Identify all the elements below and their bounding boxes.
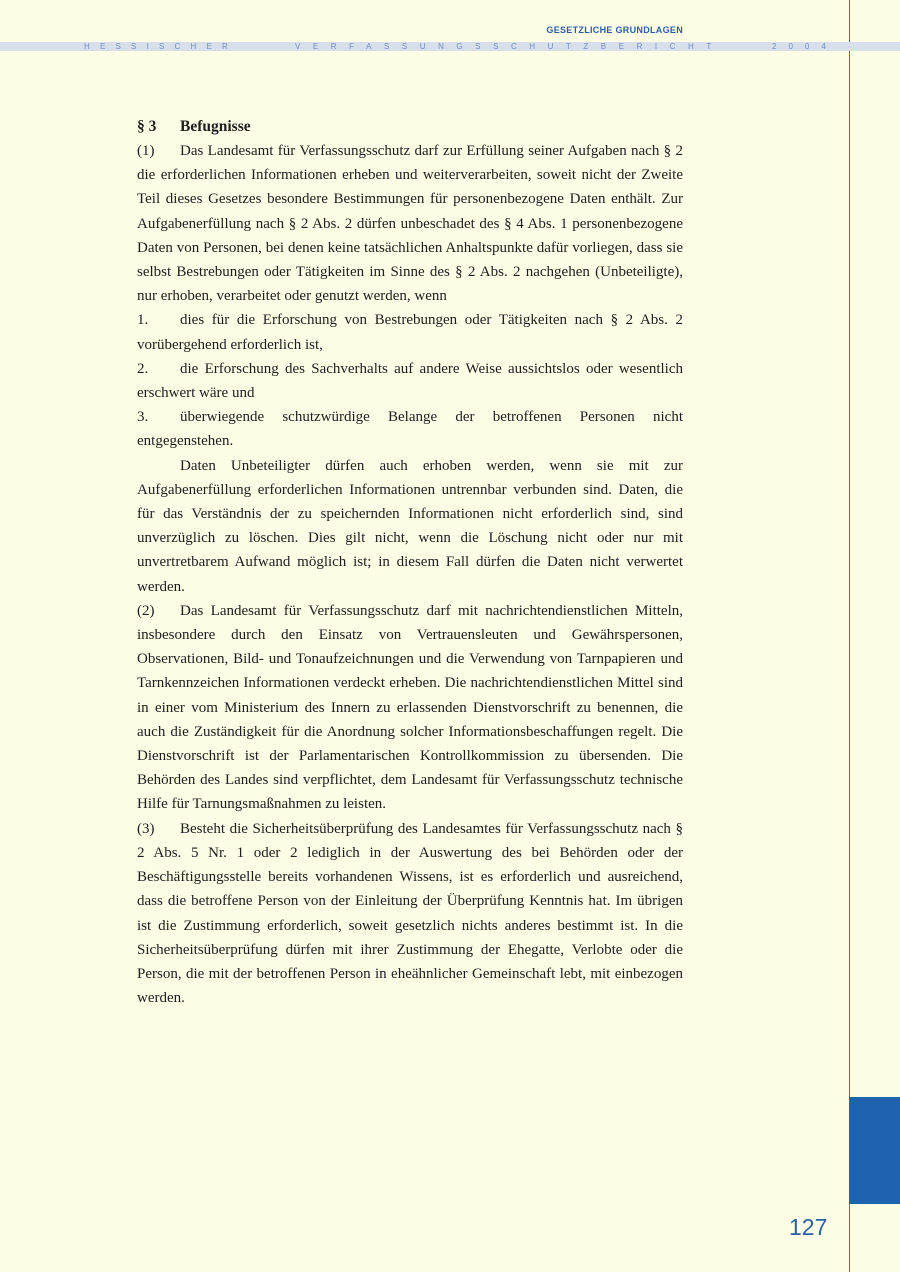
list-item-text: dies für die Erforschung von Bestrebungen oder Tätigkeiten nach § 2 Abs. 2 vorübergehend erforderlich ist, [137,312,683,353]
paragraph-3-text: Besteht die Sicherheitsüberprüfung des Landesamtes für Verfassungsschutz nach § 2 Abs. 5 Nr. 1 oder 2 lediglich in der Auswertung des bei Behörden oder der Beschäftigungsstelle bereits vorhandenen Wissens, ist es erforderlich und ausreichend, dass die betroffene Person von der Einleitung der Überprüfung Kenntnis hat. Im übrigen ist die Zustimmung erforderlich, soweit gesetzlich nichts anderes bestimmt ist. In die Sicherheitsüberprüfung dürfen mit ihrer Zustimmung der Ehegatte, Verlobte oder die Person, die mit der betroffenen Person in eheähnlicher Gemeinschaft lebt, mit einbezogen werden. [137,820,683,1007]
running-header-title: VERFASSUNGSSCHUTZBERICHT [295,42,724,51]
list-item-number: 1. [137,312,149,329]
list-item-number: 2. [137,360,149,377]
page-edge-rule [849,0,850,1272]
page-number: 127 [789,1214,828,1240]
running-header-left: HESSISCHER [84,42,239,51]
paragraph-1-continuation: Daten Unbeteiligter dürfen auch erhoben werden, wenn sie mit zur Aufgabenerfüllung erforderlichen Informationen untrennbar verbunden sind. Daten, die für das Verständnis der zu speichernden Informationen nicht erforderlich sind, sind unverzüglich zu löschen. Dies gilt nicht, wenn die Löschung nicht oder nur mit unvertretbarem Aufwand möglich ist; in diesem Fall dürfen die Daten nicht verwertet werden. [137,457,683,595]
document-body [137,115,683,1010]
section-title: Befugnisse [180,118,251,135]
list-item-number: 3. [137,409,149,426]
list-item [137,357,683,405]
list-item [137,308,683,356]
section-number: § 3 [137,118,157,135]
list-item-text: überwiegende schutzwürdige Belange der betroffenen Personen nicht entgegenstehen. [137,409,683,450]
paragraph-3 [137,817,683,1011]
paragraph-1 [137,139,683,308]
paragraph-2-number: (2) [137,602,155,619]
chapter-tab-marker [849,1097,900,1204]
section-label: GESETZLICHE GRUNDLAGEN [546,25,683,35]
running-header-band [0,42,900,51]
list-item [137,405,683,453]
section-heading [137,115,683,139]
running-header-year: 2004 [772,42,838,51]
paragraph-1-number: (1) [137,143,155,159]
paragraph-2 [137,599,683,817]
paragraph-3-number: (3) [137,820,155,837]
paragraph-2-text: Das Landesamt für Verfassungsschutz darf mit nachrichtendienstlichen Mitteln, insbesondere durch den Einsatz von Vertrauensleuten und Gewährspersonen, Observationen, Bild- und Tonaufzeichnungen und die Verwendung von Tarnpapieren und Tarnkennzeichen Informationen verdeckt erheben. Die nachrichtendienstlichen Mittel sind in einer vom Ministerium des Innern zu erlassenden Dienstvorschrift zu benennen, die auch die Zuständigkeit für die Anordnung solcher Informationsbeschaffungen regelt. Die Dienstvorschrift ist der Parlamentarischen Kontrollkommission zu übersenden. Die Behörden des Landes sind verpflichtet, dem Landesamt für Verfassungsschutz technische Hilfe für Tarnungsmaßnahmen zu leisten. [137,602,683,813]
paragraph-1-text: Das Landesamt für Verfassungsschutz darf zur Erfüllung seiner Aufgaben nach § 2 die erforderlichen Informationen erheben und weiterverarbeiten, soweit nicht der Zweite Teil dieses Gesetzes besondere Bestimmungen für personenbezogene Daten enthält. Zur Aufgabenerfüllung nach § 2 Abs. 2 dürfen unbeschadet des § 4 Abs. 1 personenbezogene Daten von Personen, bei denen keine tatsächlichen Anhaltspunkte dafür vorliegen, dass sie selbst Bestrebungen oder Tätigkeiten im Sinne des § 2 Abs. 2 nachgehen (Unbeteiligte), nur erhoben, verarbeitet oder genutzt werden, wenn [137,143,683,305]
list-item-text: die Erforschung des Sachverhalts auf andere Weise aussichtslos oder wesentlich erschwert wäre und [137,360,683,402]
